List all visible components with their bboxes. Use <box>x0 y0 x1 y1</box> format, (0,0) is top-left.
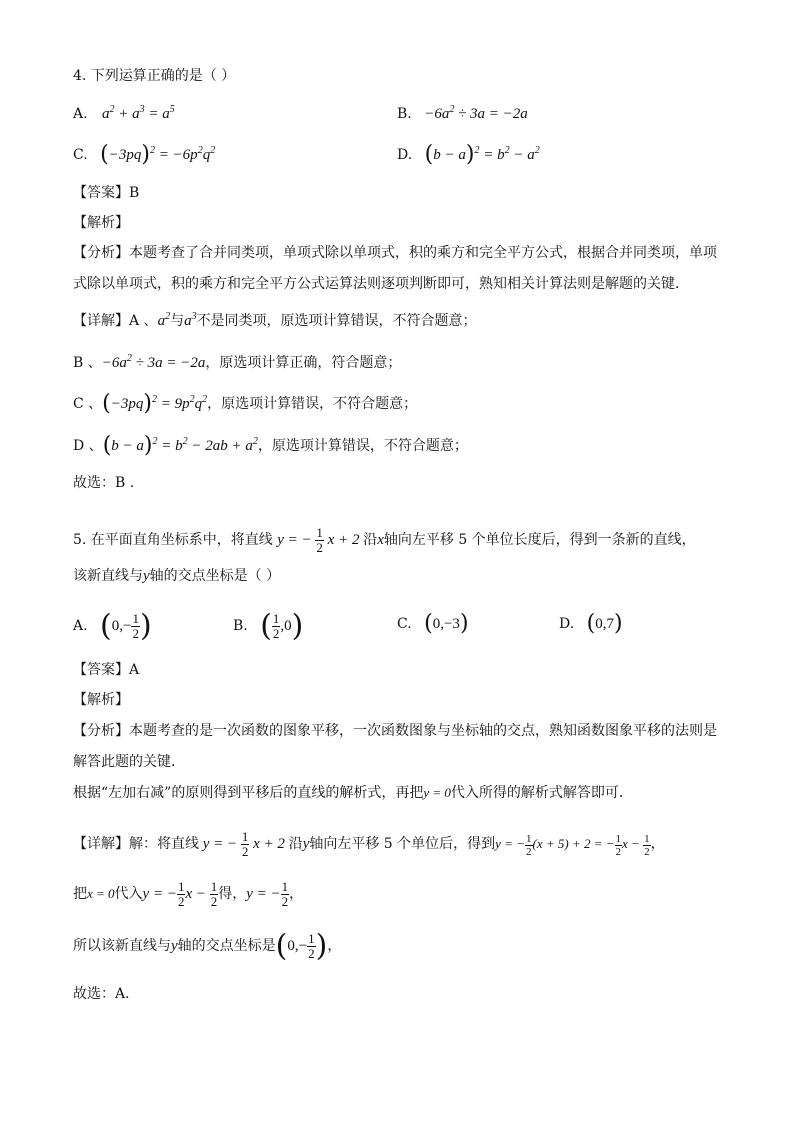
q5-option-a-label: A. <box>73 617 88 634</box>
q5-xj-1a: 解：将直线 <box>129 836 199 852</box>
q5-analysis-tag: 【解析】 <box>73 692 129 708</box>
q5-xj-2b: 代入 <box>114 886 143 902</box>
q4-answer-tag: 【答案】 <box>73 185 129 201</box>
q5-stem-line-1: 5. 在平面直角坐标系中，将直线 y = − $\frac{1}{2}$ x + 2 沿x轴向左平移 5 个单位长度后，得到一条新的直线， <box>73 525 696 556</box>
q5-stem-1c: 轴向左平移 5 个单位长度后，得到一条新的直线， <box>383 532 696 548</box>
q5-answer <box>73 660 139 680</box>
q4-fenxi-line-2: 式除以单项式，积的乘方和完全平方公式运算法则逐项判断即可，熟知相关计算法则是解题的关键． <box>73 276 689 292</box>
q5-stem-2b: 轴的交点坐标是（ ） <box>149 568 281 584</box>
q4-analysis-tag: 【解析】 <box>73 215 129 231</box>
q4-xj-c-prefix: C 、 <box>73 396 103 412</box>
q5-conclusion: 故选：A． <box>73 986 140 1002</box>
q5-stem-1b: 沿 <box>363 532 378 548</box>
q5-xiangjie-line-3: 所以该新直线与y轴的交点坐标是(0,− $\frac{1}{2}$ )， <box>73 928 342 964</box>
q4-xiangjie-c: C 、$(-3pq)^2 = 9p^2q^2$，原选项计算错误，不符合题意； <box>73 391 418 416</box>
q4-xiangjie-d: D 、$(b - a)^2 = b^2 - 2ab + a^2$，原选项计算错误，不符合题意； <box>73 433 468 458</box>
q5-fenxi-3a: 根据“左加右减”的原则得到平移后的直线的解析式，再把 <box>73 785 424 801</box>
q5-xiangjie-line-2: 把x = 0代入y = − $\frac{1}{2}$ x − $\frac{1}{2}$ 得，y = − $\frac{1}{2}$ ， <box>73 879 304 910</box>
q5-option-a: A. (0,− $\frac{1}{2}$ ) <box>73 608 152 644</box>
q4-xj-c-text: ，原选项计算错误，不符合题意； <box>207 396 418 412</box>
q4-xj-a-mid: 与 <box>170 313 185 329</box>
q5-fenxi-line-3: 根据“左加右减”的原则得到平移后的直线的解析式，再把y = 0代入所得的解析式解答即可． <box>73 785 633 801</box>
q4-conclusion: 故选：B . <box>73 475 135 491</box>
q4-xiangjie-a: 【详解】A 、$a^2$与$a^3$不是同类项，原选项计算错误，不符合题意； <box>73 311 477 329</box>
q4-xj-d-prefix: D 、 <box>73 438 103 454</box>
q4-option-d: D. $(b - a)^2 = b^2 - a^2$ <box>397 142 540 167</box>
q5-xj-2c: 得， <box>218 886 247 902</box>
q5-answer-tag: 【答案】 <box>73 662 129 678</box>
q5-xj-1c: 轴向左平移 5 个单位后，得到 <box>309 836 496 852</box>
q5-fenxi-text-1: 本题考查的是一次函数的图象平移，一次函数图象与坐标轴的交点，熟知函数图象平移的法则是 <box>129 723 717 739</box>
q4-option-a: A. $a^2 + a^3 = a^5$ <box>73 104 175 122</box>
q5-option-b: B. ( $\frac{1}{2}$ ,0) <box>233 608 304 644</box>
q4-option-b: B. $-6a^2 \div 3a = -2a$ <box>397 104 528 122</box>
q5-fenxi-line-2: 解答此题的关键． <box>73 754 185 770</box>
q5-option-d: D. (0,7) <box>559 611 623 636</box>
q4-xj-d-text: ，原选项计算错误，不符合题意； <box>257 438 468 454</box>
q5-xiangjie-line-1: 【详解】解：将直线 y = − $\frac{1}{2}$ x + 2 沿y轴向左平移 5 个单位后，得到y = − $\frac{1}{2}$ (x + 5) + 2 = − $\frac{1}{2}$ x − $\frac{1}{2}$ ， <box>73 829 665 860</box>
q5-xj-1b: 沿 <box>288 836 303 852</box>
q4-fenxi-tag: 【分析】 <box>73 245 129 261</box>
q5-xj-3b: 轴的交点坐标是 <box>177 938 276 954</box>
q5-stem-line-2: 该新直线与y轴的交点坐标是（ ） <box>73 568 281 584</box>
q4-option-b-label: B. <box>397 106 412 122</box>
q5-fenxi-line-1 <box>73 721 717 741</box>
q5-xiangjie-tag: 【详解】 <box>73 836 129 852</box>
q5-stem-2a: 该新直线与 <box>73 568 143 584</box>
q5-stem-1a: 5. 在平面直角坐标系中，将直线 <box>73 532 273 548</box>
q4-xj-b-prefix: B 、 <box>73 355 102 371</box>
q5-fenxi-tag: 【分析】 <box>73 723 129 739</box>
q4-fenxi-text-1: 本题考查了合并同类项，单项式除以单项式，积的乘方和完全平方公式，根据合并同类项，单项 <box>129 245 717 261</box>
q4-xiangjie-tag: 【详解】 <box>73 313 129 329</box>
q5-fenxi-3b: 代入所得的解析式解答即可． <box>450 785 633 801</box>
q5-option-d-label: D. <box>559 616 575 632</box>
q4-answer <box>73 183 139 203</box>
q4-option-d-label: D. <box>397 147 413 163</box>
q5-option-c-label: C. <box>397 616 412 632</box>
q4-fenxi-line-1 <box>73 243 717 263</box>
q5-xj-2a: 把 <box>73 886 87 902</box>
q4-option-c-label: C. <box>73 147 88 163</box>
q4-option-a-label: A. <box>73 106 88 122</box>
q5-option-b-label: B. <box>233 617 248 634</box>
q5-xj-3a: 所以该新直线与 <box>73 938 171 954</box>
q4-xj-b-text: ，原选项计算正确，符合题意； <box>205 355 402 371</box>
q4-xj-a-text: 不是同类项，原选项计算错误，不符合题意； <box>196 313 477 329</box>
q4-stem: 4. 下列运算正确的是（ ） <box>73 68 236 84</box>
q4-xj-a-prefix: A 、 <box>129 313 158 329</box>
q4-answer-value: B <box>129 185 140 201</box>
q4-xiangjie-b: B 、$-6a^2 \div 3a = -2a$，原选项计算正确，符合题意； <box>73 353 402 371</box>
q5-answer-value: A <box>129 662 140 678</box>
q4-option-c: C. $(-3pq)^2 = -6p^2q^2$ <box>73 142 216 167</box>
q5-option-c: C. (0,−3) <box>397 611 469 636</box>
